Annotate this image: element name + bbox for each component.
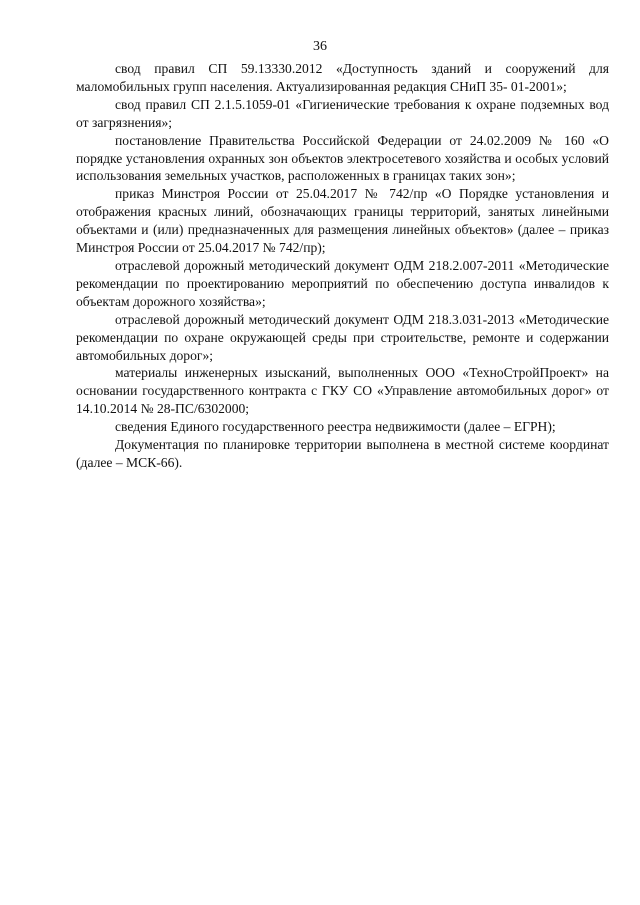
paragraph-sp-2-1-5: свод правил СП 2.1.5.1059-01 «Гигиенические требования к охране подземных вод от загрязнения»; xyxy=(76,96,609,130)
paragraph-government-decree: постановление Правительства Российской Федерации от 24.02.2009 № 160 «О порядке установления охранных зон объектов электросетевого хозяйства и особых условий использования земельных участков, расположенных в границах таких зон»; xyxy=(76,132,609,184)
paragraph-egrn: сведения Единого государственного реестра недвижимости (далее – ЕГРН); xyxy=(115,419,556,435)
paragraph-odm-2011: отраслевой дорожный методический документ ОДМ 218.2.007-2011 «Методические рекомендации по проектированию мероприятий по обеспечению доступа инвалидов к объектам дорожного хозяйства»; xyxy=(76,257,609,309)
paragraph-coordinate-system: Документация по планировке территории выполнена в местной системе координат (далее – МСК-66). xyxy=(76,437,609,470)
page-number: 36 xyxy=(313,39,327,54)
paragraph-engineering-surveys: материалы инженерных изысканий, выполненных ООО «ТехноСтройПроект» на основании государственного контракта с ГКУ СО «Управление автомобильных дорог» от 14.10.2014 № 28-ПС/6302000; xyxy=(76,365,609,417)
paragraph-odm-2013: отраслевой дорожный методический документ ОДМ 218.3.031-2013 «Методические рекомендации по охране окружающей среды при строительстве, ремонте и содержании автомобильных дорог»; xyxy=(76,311,609,363)
document-body xyxy=(76,60,609,472)
paragraph-minstroy-order: приказ Минстроя России от 25.04.2017 № 742/пр «О Порядке установления и отображения красных линий, обозначающих границы территорий, занятых линейными объектами и (или) предназначенных для размещения линейных объектов» (далее – приказ Минстроя России от 25.04.2017 № 742/пр); xyxy=(76,186,609,256)
paragraph-sp-59: свод правил СП 59.13330.2012 «Доступность зданий и сооружений для маломобильных групп населения. Актуализированная редакция СНиП 35- 01-2001»; xyxy=(76,61,609,94)
